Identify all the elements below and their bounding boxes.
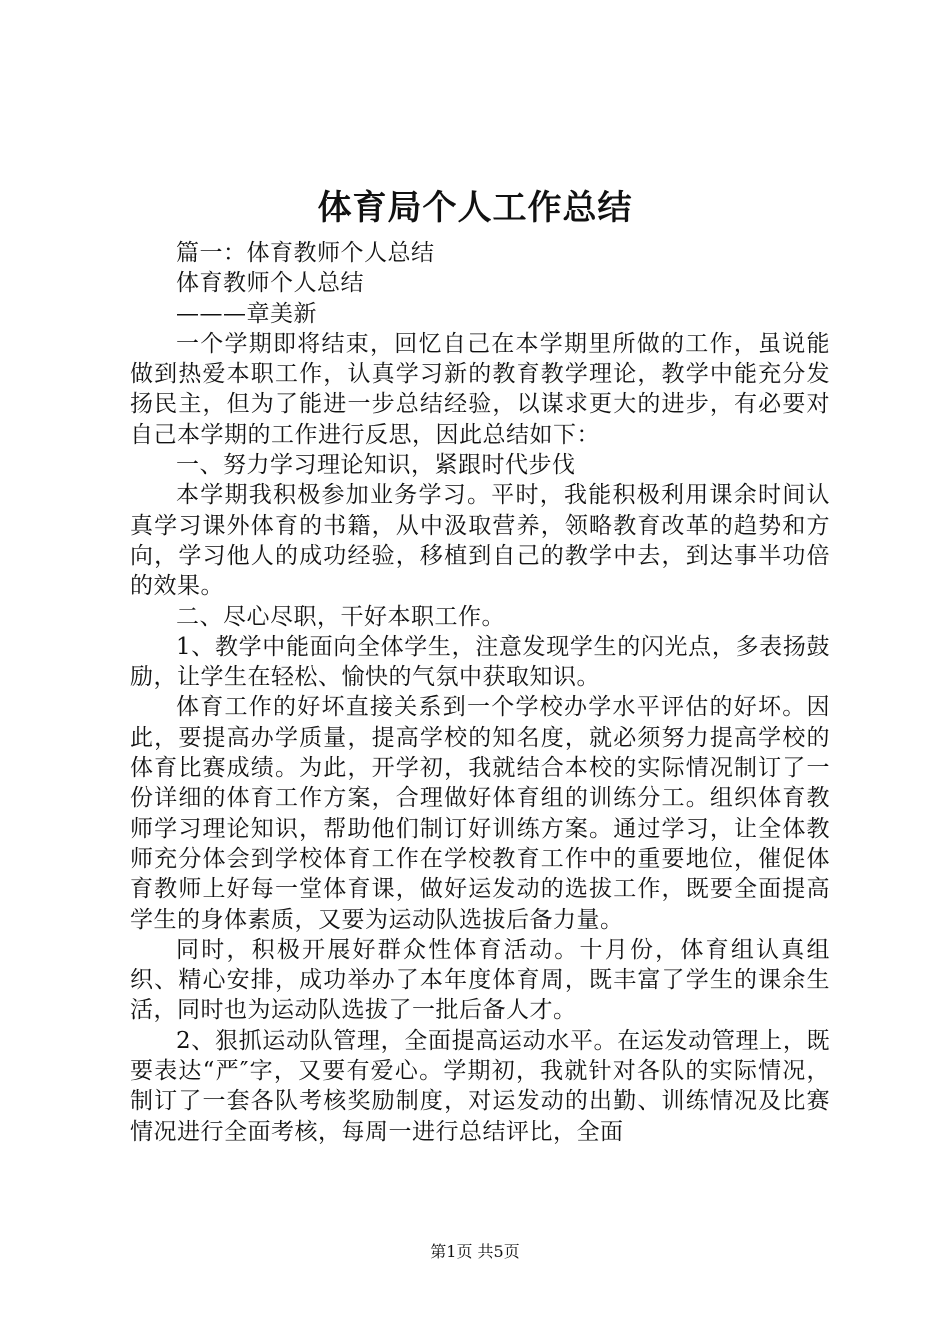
paragraph-study: 本学期我积极参加业务学习。平时，我能积极利用课余时间认真学习课外体育的书籍，从中汲取营养，领略教育改革的趋势和方向，学习他人的成功经验，移植到自己的教学中去，到达事半功倍的效果。 (130, 482, 830, 600)
page-number-footer: 第1页 共5页 (430, 1242, 520, 1261)
paragraph-activities: 同时，积极开展好群众性体育活动。十月份，体育组认真组织、精心安排，成功举办了本年度体育周，既丰富了学生的课余生活，同时也为运动队选拔了一批后备人才。 (130, 936, 830, 1024)
paragraph-intro: 一个学期即将结束，回忆自己在本学期里所做的工作，虽说能做到热爱本职工作，认真学习新的教育教学理论，教学中能充分发扬民主，但为了能进一步总结经验，以谋求更大的进步，有必要对自己本学期的工作进行反思，因此总结如下： (130, 330, 830, 448)
paragraph-section-heading: 篇一：体育教师个人总结 (176, 240, 435, 266)
paragraph-heading-2: 二、尽心尽职，干好本职工作。 (176, 603, 505, 630)
document-title: 体育局个人工作总结 (317, 188, 633, 228)
paragraph-point-2: 2、狠抓运动队管理，全面提高运动水平。在运发动管理上，既要表达“严″字，又要有爱心。学期初，我就针对各队的实际情况，制订了一套各队考核奖励制度，对运发动的出勤、训练情况及比赛情况进行全面考核，每周一进行总结评比，全面 (130, 1027, 830, 1145)
paragraph-sports-work: 体育工作的好坏直接关系到一个学校办学水平评估的好坏。因此，要提高办学质量，提高学校的知名度，就必须努力提高学校的体育比赛成绩。为此，开学初，我就结合本校的实际情况制订了一份详细的体育工作方案，合理做好体育组的训练分工。组织体育教师学习理论知识，帮助他们制订好训练方案。通过学习，让全体教师充分体会到学校体育工作在学校教育工作中的重要地位，催促体育教师上好每一堂体育课，做好运发动的选拔工作，既要全面提高学生的身体素质，又要为运动队选拔后备力量。 (130, 694, 830, 933)
paragraph-point-1: 1、教学中能面向全体学生，注意发现学生的闪光点，多表扬鼓励，让学生在轻松、愉快的气氛中获取知识。 (130, 633, 830, 691)
paragraph-author: ———章美新 (176, 300, 317, 327)
paragraph-subtitle: 体育教师个人总结 (176, 270, 364, 297)
paragraph-heading-1: 一、努力学习理论知识，紧跟时代步伐 (176, 452, 576, 479)
document-body (130, 238, 830, 1147)
